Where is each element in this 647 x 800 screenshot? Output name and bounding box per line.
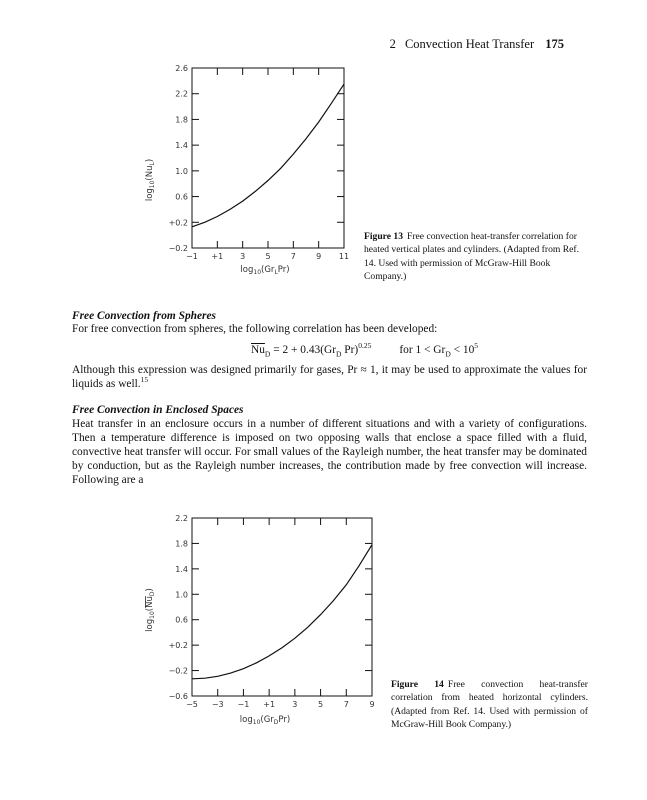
y-axis-title: $\log_{10}(Nu_D)$ [145,588,156,632]
eq-nu-sub: D [264,349,271,359]
x-axis-ticks [186,518,374,709]
x-tick-label: 3 [240,252,246,261]
x-tick-label: +1 [263,700,276,709]
x-axis-title: $\log_{10}(Gr_LPr)$ [240,265,290,276]
figure-14-text: Free convection heat-transfer correlation from heated horizontal cylinders. (Adapted from Ref. 14. Used with permission of McGraw-Hill Book Company.) [391,679,588,730]
x-tick-label: −1 [186,252,198,261]
figure-14-label: Figure 14 [391,679,444,690]
figure-14-chart [140,510,385,735]
eq-mid1: = 2 + 0.43(Gr [270,344,337,356]
y-tick-label: +0.2 [168,218,188,228]
eq-nu: $\overline{Nu}$ [251,344,265,356]
x-tick-label: 9 [316,252,322,261]
y-axis-ticks [169,514,372,701]
eq-range1: for 1 < Gr [399,344,446,356]
y-tick-label: 1.0 [175,590,188,600]
y-tick-label: −0.2 [168,244,188,253]
y-tick-label: 0.6 [175,615,188,625]
eq-mid2: Pr) [341,344,359,356]
x-tick-label: 9 [369,700,375,709]
figure-13-text: Free convection heat-transfer correlation for heated vertical plates and cylinders. (Adapted from Ref. 14. Used with permission of McGraw-Hill Book Company.) [364,231,579,282]
x-tick-label: 11 [338,252,350,261]
x-tick-label: 3 [292,700,298,709]
eq-mid-sub: D [336,349,342,359]
y-tick-label: 0.6 [175,192,188,202]
chapter-title: Convection Heat Transfer [404,37,535,51]
y-tick-label: 1.4 [175,564,188,574]
y-axis-title: $\log_{10}(Nu_L)$ [145,158,156,202]
eq-exp: 0.25 [358,341,372,351]
x-tick-label: −3 [211,700,224,709]
y-tick-label: 2.2 [175,514,188,523]
y-tick-label: 1.0 [175,166,188,176]
y-tick-label: −0.2 [168,666,188,676]
figure-14-caption [391,678,588,731]
x-tick-label: −1 [237,700,250,709]
y-tick-label: −0.6 [168,692,188,701]
figure-13-caption [364,230,590,283]
section-heading-enclosed: Free Convection in Enclosed Spaces [72,404,244,416]
x-tick-label: −5 [186,700,198,709]
paragraph-spheres-after [72,363,587,391]
y-axis-ticks [169,64,344,253]
y-tick-label: 2.6 [175,64,188,73]
y-tick-label: 1.8 [175,539,188,549]
eq-range2: < 10 [450,344,475,356]
figure-13-chart [140,60,360,285]
x-tick-label: 7 [290,252,296,261]
y-tick-label: 1.4 [175,141,188,151]
y-tick-label: 1.8 [175,115,188,125]
x-axis-title: $\log_{10}(Gr_DPr)$ [239,715,291,726]
x-tick-label: 7 [343,700,349,709]
x-tick-label: 5 [318,700,324,709]
y-tick-label: 2.2 [175,89,188,99]
plot-frame [192,68,344,248]
paragraph-enclosed: Heat transfer in an enclosure occurs in a number of different situations and with a variety of configurations. Then a temperature difference is imposed on two opposing walls that enclose a space filled with a fluid, convective heat transfer will occur. For small values of the Rayleigh number, the heat transfer may be dominated by conduction, but as the Rayleigh number increases, the contribution made by free convection will increase. Following are a [72,418,587,487]
paragraph-spheres-intro: For free convection from spheres, the following correlation has been developed: [72,323,438,335]
y-tick-label: +0.2 [168,641,188,651]
correlation-curve [192,84,344,227]
x-tick-label: +1 [211,252,224,261]
x-axis-ticks [186,68,349,261]
page-number: 175 [545,37,564,51]
correlation-curve [192,545,372,679]
figure-13-label: Figure 13 [364,231,403,242]
x-tick-label: 5 [265,252,271,261]
eq-range-exp: 5 [474,341,479,351]
chapter-number: 2 [389,37,396,51]
plot-frame [192,518,372,696]
running-header [390,37,564,52]
section-heading-spheres: Free Convection from Spheres [72,310,216,322]
eq-range-sub: D [445,349,451,359]
paragraph-spheres-text: Although this expression was designed primarily for gases, Pr ≈ 1, it may be used to approximate the values for liquids as well. [72,364,587,391]
equation-spheres [251,341,479,359]
reference-15: 15 [140,375,149,385]
